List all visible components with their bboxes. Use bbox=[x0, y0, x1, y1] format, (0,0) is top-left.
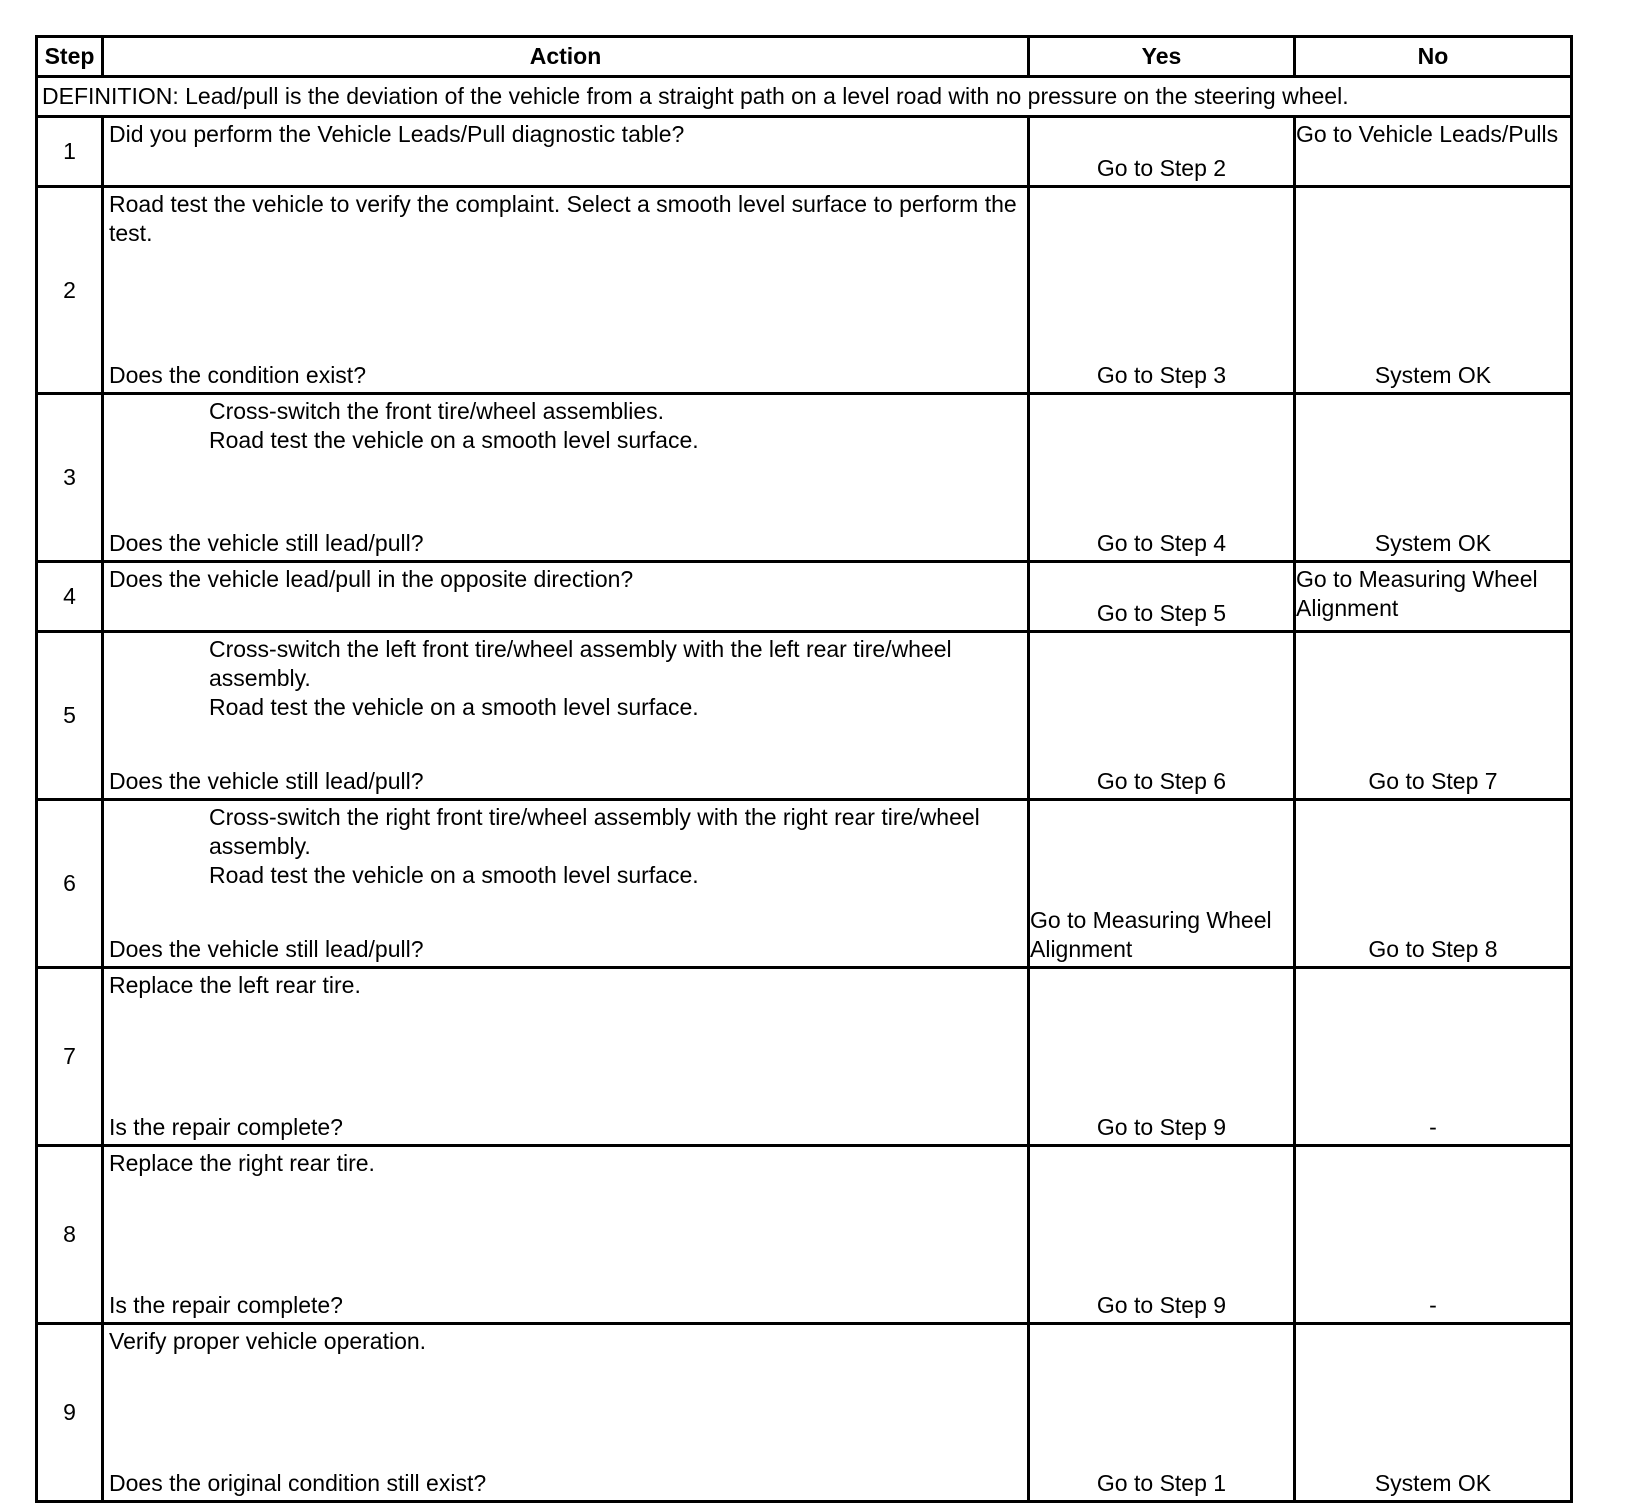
no-result: Go to Step 7 bbox=[1295, 632, 1572, 800]
table-row bbox=[37, 562, 1572, 632]
step-number: 6 bbox=[37, 800, 103, 968]
table-row bbox=[37, 968, 1572, 1146]
action-cell bbox=[103, 187, 1029, 394]
action-question: Is the repair complete? bbox=[109, 1292, 343, 1318]
action-text: Cross-switch the right front tire/wheel assembly with the right rear tire/wheel assembly. bbox=[209, 804, 980, 859]
yes-result: Go to Measuring Wheel Alignment bbox=[1029, 800, 1295, 968]
action-question: Does the vehicle still lead/pull? bbox=[109, 768, 424, 794]
action-text: Road test the vehicle on a smooth level surface. bbox=[209, 694, 699, 720]
action-cell bbox=[103, 394, 1029, 562]
header-no: No bbox=[1295, 37, 1572, 77]
no-result: System OK bbox=[1295, 394, 1572, 562]
yes-result: Go to Step 4 bbox=[1029, 394, 1295, 562]
yes-result: Go to Step 1 bbox=[1029, 1324, 1295, 1502]
action-question: Is the repair complete? bbox=[109, 1114, 343, 1140]
definition-row bbox=[37, 77, 1572, 117]
action-text: Road test the vehicle on a smooth level surface. bbox=[209, 862, 699, 888]
action-text: Cross-switch the left front tire/wheel assembly with the left rear tire/wheel assembly. bbox=[209, 636, 952, 691]
header-row bbox=[37, 37, 1572, 77]
step-number: 2 bbox=[37, 187, 103, 394]
yes-result: Go to Step 6 bbox=[1029, 632, 1295, 800]
step-number: 4 bbox=[37, 562, 103, 632]
table-row bbox=[37, 1146, 1572, 1324]
yes-result: Go to Step 5 bbox=[1029, 562, 1295, 632]
action-text: Verify proper vehicle operation. bbox=[109, 1328, 427, 1354]
action-text: Replace the right rear tire. bbox=[109, 1150, 375, 1176]
action-question: Does the vehicle still lead/pull? bbox=[109, 530, 424, 556]
table-row bbox=[37, 1324, 1572, 1502]
step-number: 9 bbox=[37, 1324, 103, 1502]
action-cell bbox=[103, 632, 1029, 800]
header-action: Action bbox=[103, 37, 1029, 77]
action-text: Replace the left rear tire. bbox=[109, 972, 361, 998]
action-cell bbox=[103, 1146, 1029, 1324]
step-number: 3 bbox=[37, 394, 103, 562]
action-cell bbox=[103, 968, 1029, 1146]
action-question: Does the condition exist? bbox=[109, 362, 366, 388]
action-text: Did you perform the Vehicle Leads/Pull diagnostic table? bbox=[109, 121, 685, 147]
table-row bbox=[37, 394, 1572, 562]
action-question: Does the original condition still exist? bbox=[109, 1470, 487, 1496]
no-result: Go to Step 8 bbox=[1295, 800, 1572, 968]
action-question: Does the vehicle still lead/pull? bbox=[109, 936, 424, 962]
table-row bbox=[37, 800, 1572, 968]
action-cell bbox=[103, 117, 1029, 187]
no-result: - bbox=[1295, 968, 1572, 1146]
no-result: Go to Vehicle Leads/Pulls bbox=[1295, 117, 1572, 187]
yes-result: Go to Step 9 bbox=[1029, 968, 1295, 1146]
header-step: Step bbox=[37, 37, 103, 77]
yes-result: Go to Step 3 bbox=[1029, 187, 1295, 394]
definition-text: DEFINITION: Lead/pull is the deviation of the vehicle from a straight path on a level road with no pressure on the steering wheel. bbox=[37, 77, 1572, 117]
no-result: System OK bbox=[1295, 1324, 1572, 1502]
no-result: Go to Measuring Wheel Alignment bbox=[1295, 562, 1572, 632]
action-text: Road test the vehicle to verify the complaint. Select a smooth level surface to perform the test. bbox=[109, 191, 1017, 246]
action-text: Does the vehicle lead/pull in the opposite direction? bbox=[109, 566, 634, 592]
table-row bbox=[37, 632, 1572, 800]
table-row bbox=[37, 117, 1572, 187]
action-cell bbox=[103, 562, 1029, 632]
yes-result: Go to Step 9 bbox=[1029, 1146, 1295, 1324]
no-result: System OK bbox=[1295, 187, 1572, 394]
yes-result: Go to Step 2 bbox=[1029, 117, 1295, 187]
action-cell bbox=[103, 1324, 1029, 1502]
action-text: Cross-switch the front tire/wheel assemblies. bbox=[209, 398, 665, 424]
no-result: - bbox=[1295, 1146, 1572, 1324]
step-number: 5 bbox=[37, 632, 103, 800]
step-number: 1 bbox=[37, 117, 103, 187]
diagnostic-table bbox=[35, 35, 1573, 1503]
action-cell bbox=[103, 800, 1029, 968]
step-number: 7 bbox=[37, 968, 103, 1146]
table-row bbox=[37, 187, 1572, 394]
step-number: 8 bbox=[37, 1146, 103, 1324]
header-yes: Yes bbox=[1029, 37, 1295, 77]
action-text: Road test the vehicle on a smooth level surface. bbox=[209, 427, 699, 453]
